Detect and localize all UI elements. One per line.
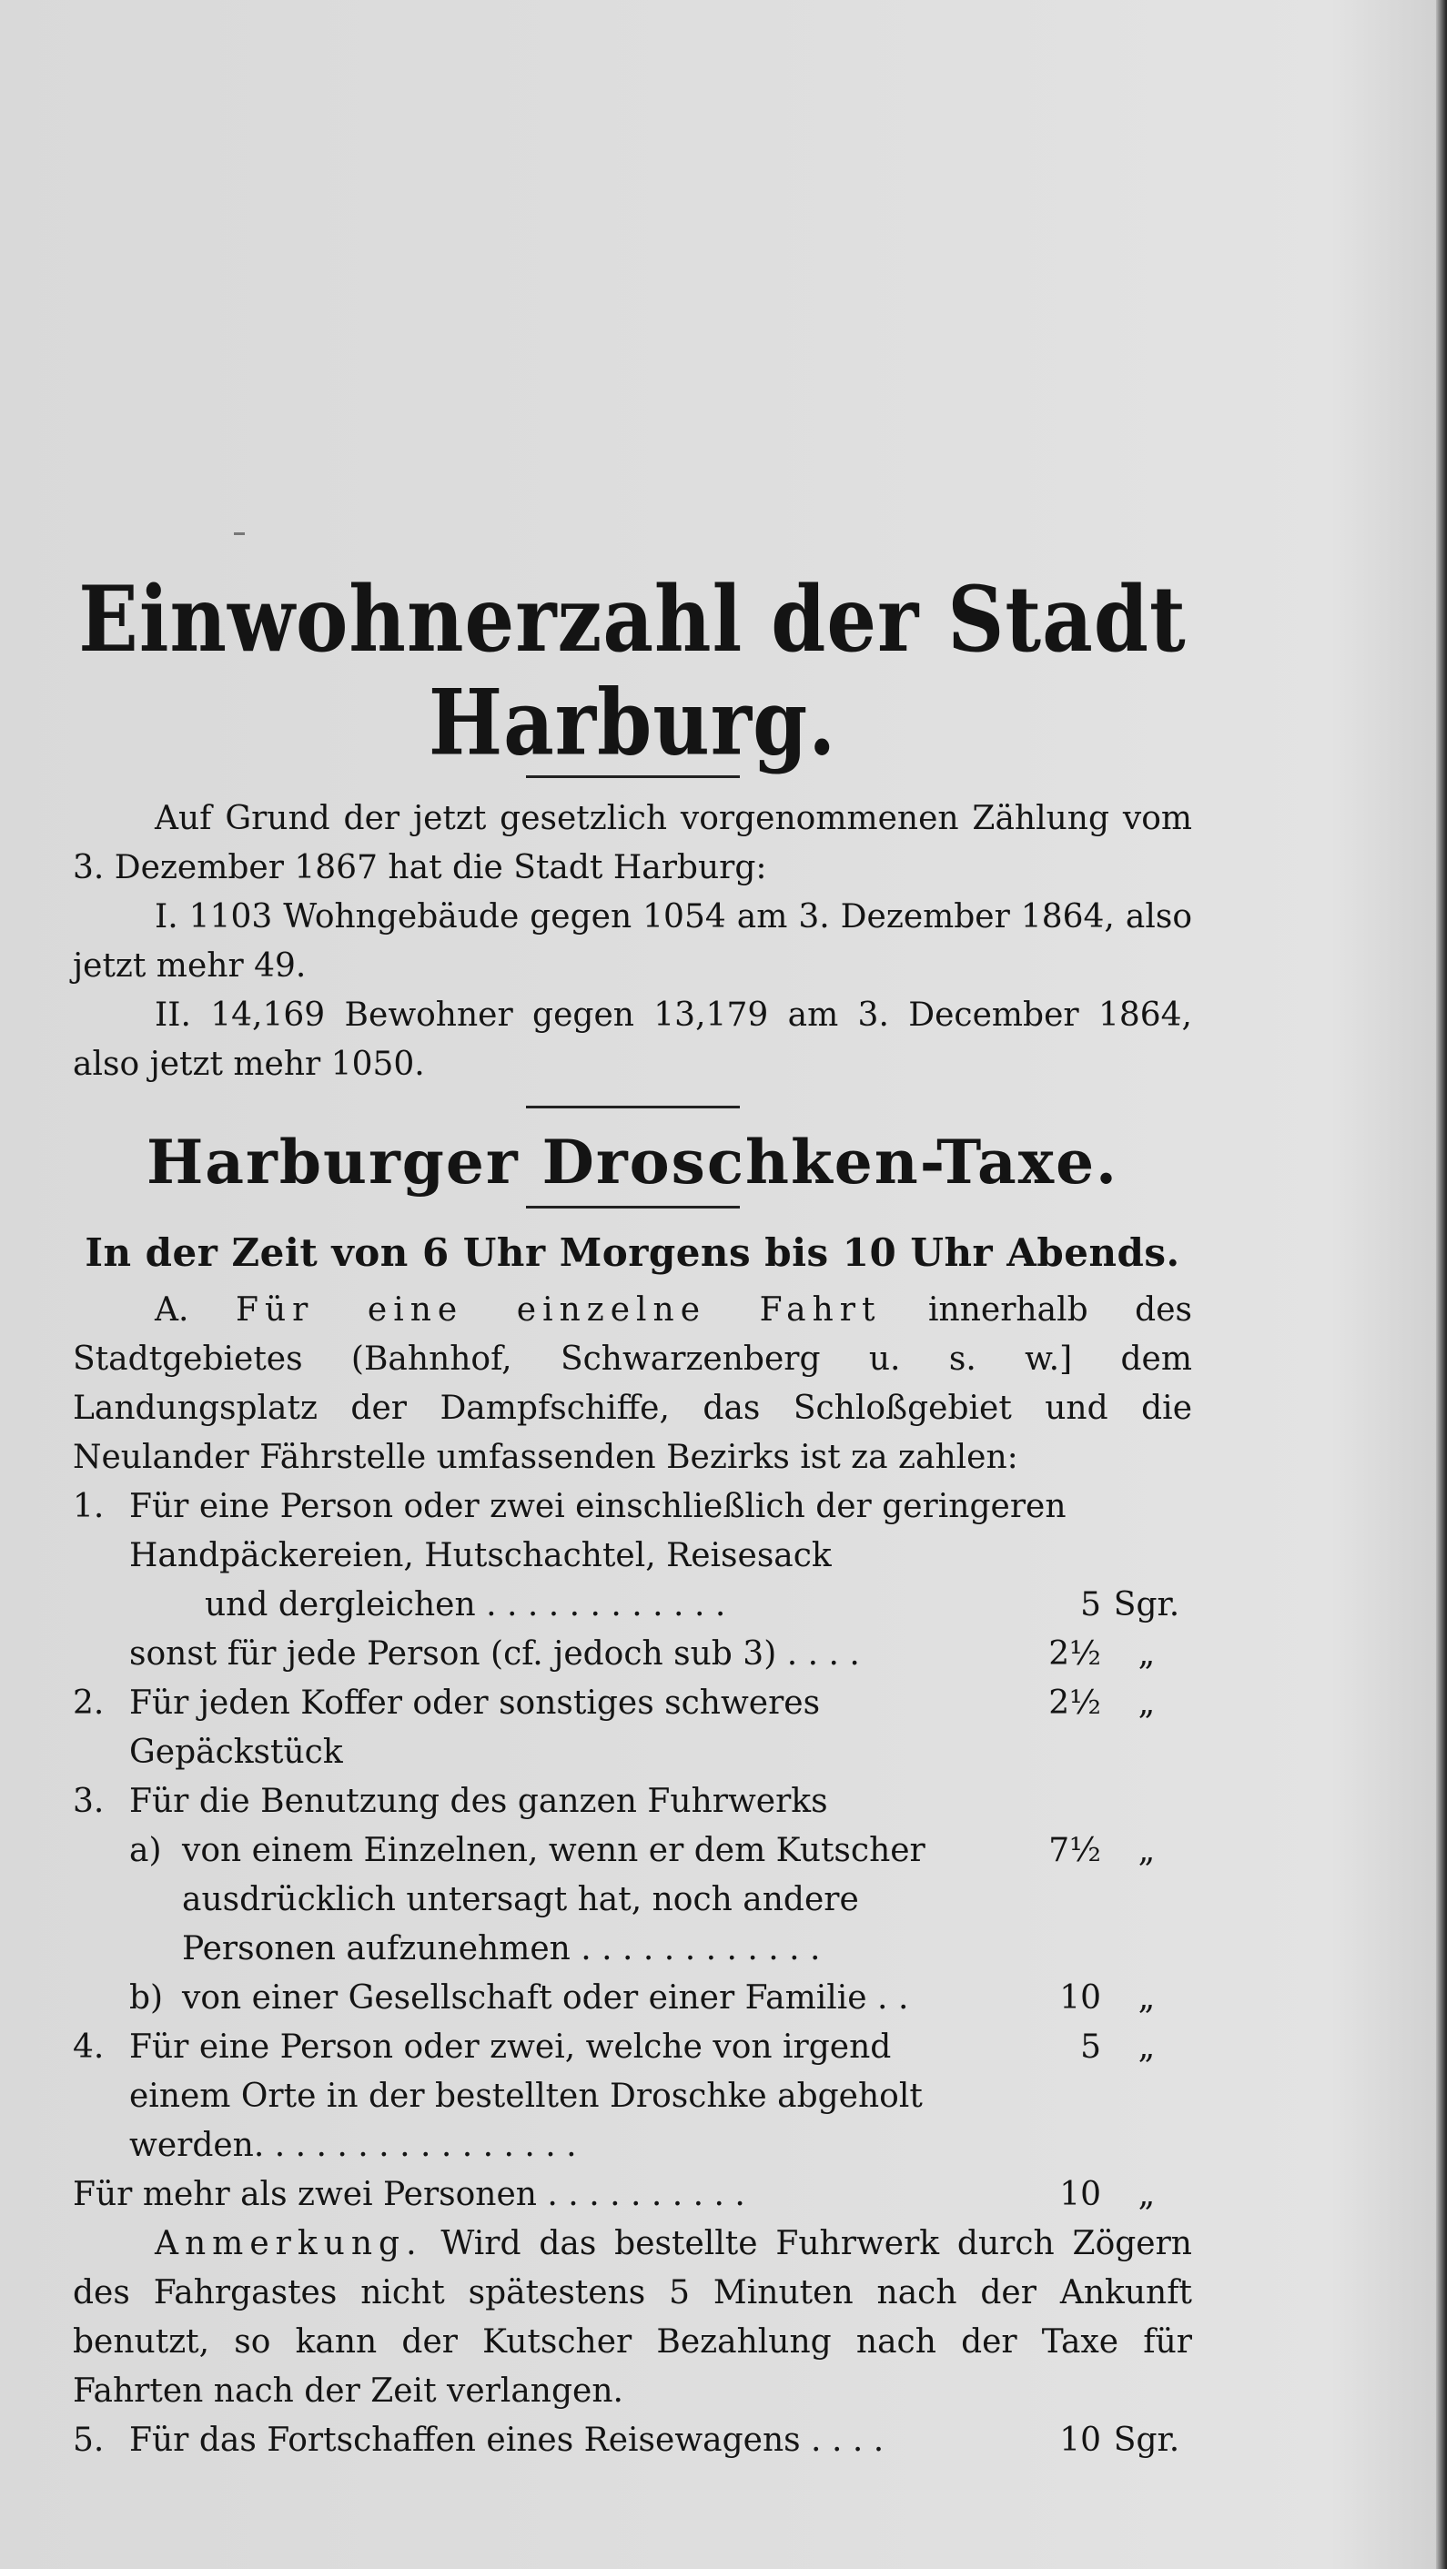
tariff-title: Harburger Droschken-Taxe. bbox=[146, 1126, 1119, 1198]
row-price: 2½ bbox=[1048, 1634, 1101, 1673]
section-a-label: A. bbox=[155, 1290, 189, 1329]
section-a-paragraph bbox=[73, 1286, 1192, 1482]
row-text: Für die Benutzung des ganzen Fuhrwerks bbox=[129, 1782, 828, 1820]
note-label: Anmerkung. bbox=[155, 2224, 423, 2262]
row-unit: „ bbox=[1138, 2028, 1156, 2066]
row-price: 5 bbox=[1080, 2028, 1101, 2066]
section-rule bbox=[526, 1106, 740, 1108]
tariff-row-4b bbox=[73, 2170, 1192, 2220]
row-number: 2. bbox=[73, 1684, 105, 1722]
stray-mark bbox=[234, 532, 245, 535]
row-text: Für eine Person oder zwei einschließlich der geringeren Handpäckereien, Hutschachtel, Reisesack bbox=[129, 1487, 1067, 1574]
row-text: Für jeden Koffer oder sonstiges schweres Gepäckstück bbox=[129, 1684, 821, 1771]
row-number: 3. bbox=[73, 1782, 105, 1820]
tariff-note bbox=[73, 2220, 1192, 2416]
row-text-group bbox=[129, 1974, 992, 2023]
row-text: und dergleichen . . . . . . . . . . . . bbox=[205, 1585, 726, 1623]
row-number: 5. bbox=[73, 2421, 105, 2459]
tariff-title-rule bbox=[526, 1206, 740, 1209]
row-unit: Sgr. bbox=[1113, 2421, 1180, 2459]
tariff-row-3a bbox=[73, 1826, 1192, 1974]
tariff-row-1b bbox=[73, 1581, 1192, 1630]
row-text: von einem Einzelnen, wenn er dem Kutscher ausdrücklich untersagt hat, noch andere Personen aufzunehmen . . . . . . . . . . . . bbox=[182, 1831, 925, 1967]
tariff-row-1c bbox=[73, 1630, 1192, 1679]
page-content bbox=[73, 566, 1192, 2465]
tariff-subtitle: In der Zeit von 6 Uhr Morgens bis 10 Uhr Abends. bbox=[85, 1229, 1180, 1275]
page-edge-shadow bbox=[1436, 0, 1447, 2569]
row-price: 5 bbox=[1080, 1585, 1101, 1623]
row-unit: „ bbox=[1138, 1684, 1156, 1722]
row-text: Für das Fortschaffen eines Reisewagens . . . . bbox=[129, 2421, 885, 2459]
row-text: Für mehr als zwei Personen . . . . . . . . . . bbox=[73, 2175, 745, 2213]
section-a-spaced-text: Für eine einzelne Fahrt bbox=[236, 1290, 882, 1329]
population-item-1: I. 1103 Wohngebäude gegen 1054 am 3. Dezember 1864, also jetzt mehr 49. bbox=[73, 897, 1192, 985]
row-number: 1. bbox=[73, 1487, 105, 1525]
row-text-group bbox=[129, 1826, 992, 1974]
row-unit: „ bbox=[1138, 2175, 1156, 2213]
population-item-2: II. 14,169 Bewohner gegen 13,179 am 3. December 1864, also jetzt mehr 1050. bbox=[73, 996, 1192, 1083]
tariff-row-3b bbox=[73, 1974, 1192, 2023]
row-price: 7½ bbox=[1048, 1831, 1101, 1869]
tariff-row-3 bbox=[73, 1777, 1192, 1826]
row-unit: „ bbox=[1138, 1634, 1156, 1673]
row-price: 10 bbox=[1059, 1978, 1101, 2017]
row-text: sonst für jede Person (cf. jedoch sub 3) . . . . bbox=[129, 1634, 860, 1673]
section-a-text: innerhalb des Stadtgebietes (Bahnhof, Schwarzenberg u. s. w.] dem Landungsplatz der Dampfschiffe, das Schloßgebiet und die Neulander Fährstelle umfassenden Bezirks ist za zahlen: bbox=[73, 1290, 1192, 1476]
population-title: Einwohnerzahl der Stadt Harburg. bbox=[78, 566, 1187, 776]
row-text: Für eine Person oder zwei, welche von irgend einem Orte in der bestellten Droschke abgeholt werden. . . . . . . . . . . . . . . . bbox=[129, 2028, 923, 2164]
row-number: 4. bbox=[73, 2028, 105, 2066]
row-unit: „ bbox=[1138, 1831, 1156, 1869]
tariff-row-1 bbox=[73, 1482, 1192, 1581]
row-price: 10 bbox=[1059, 2175, 1101, 2213]
row-unit: „ bbox=[1138, 1978, 1156, 2017]
row-price: 2½ bbox=[1048, 1684, 1101, 1722]
tariff-row-2 bbox=[73, 1679, 1192, 1777]
tariff-row-4 bbox=[73, 2023, 1192, 2170]
population-intro: Auf Grund der jetzt gesetzlich vorgenommenen Zählung vom 3. Dezember 1867 hat die Stadt Harburg: bbox=[73, 799, 1192, 886]
row-unit: Sgr. bbox=[1113, 1585, 1180, 1623]
row-sub-label: b) bbox=[129, 1978, 164, 2017]
row-text: von einer Gesellschaft oder einer Familie . . bbox=[182, 1978, 909, 2017]
note-text: Wird das bestellte Fuhrwerk durch Zögern des Fahrgastes nicht spätestens 5 Minuten nach der Ankunft benutzt, so kann der Kutscher Bezahlung nach der Taxe für Fahrten nach der Zeit verlangen. bbox=[73, 2224, 1192, 2410]
row-sub-label: a) bbox=[129, 1831, 162, 1869]
tariff-row-5 bbox=[73, 2416, 1192, 2465]
row-price: 10 bbox=[1059, 2421, 1101, 2459]
